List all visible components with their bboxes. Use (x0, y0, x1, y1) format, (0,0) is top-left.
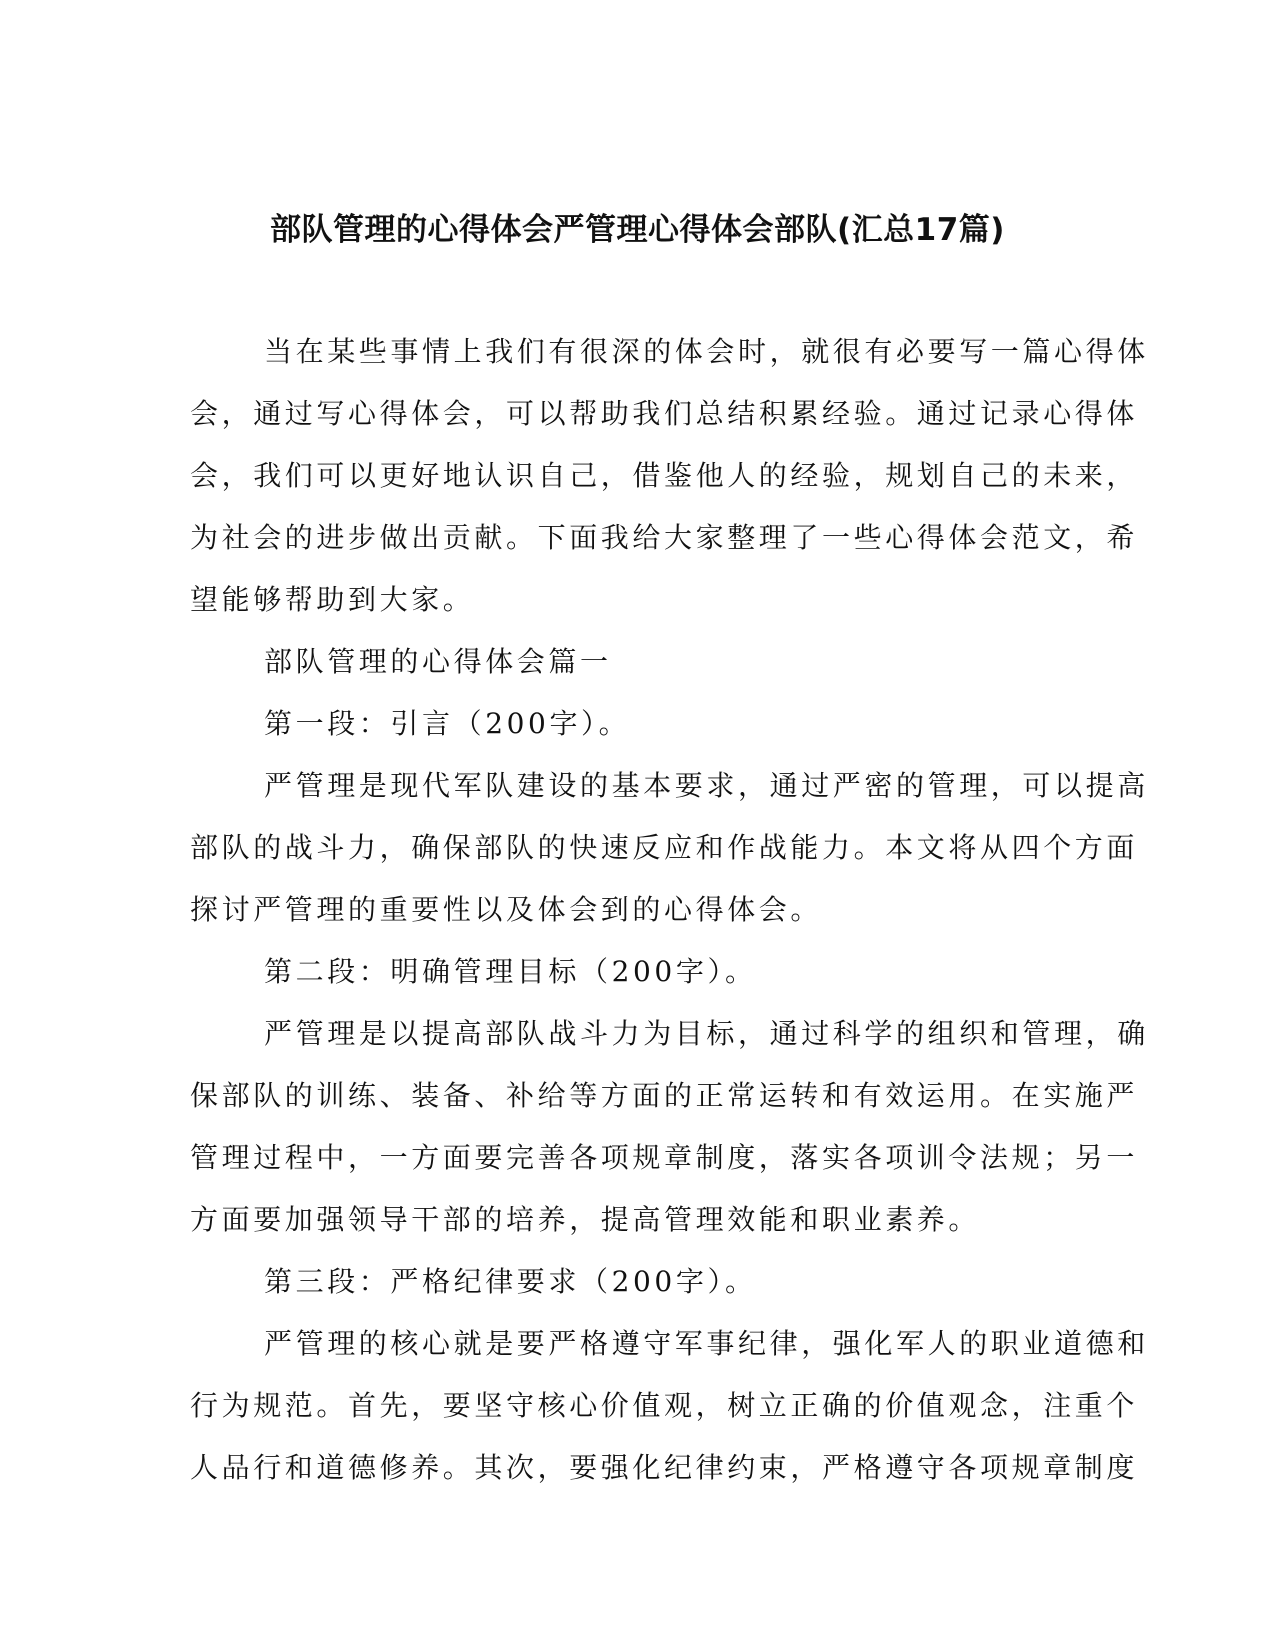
subsection-heading: 第一段：引言（200字）。 (264, 707, 631, 740)
document-body (190, 330, 1149, 1508)
paragraph-line: 会，我们可以更好地认识自己，借鉴他人的经验，规划自己的未来， (190, 459, 1139, 492)
paragraph-line: 为社会的进步做出贡献。下面我给大家整理了一些心得体会范文，希 (190, 521, 1139, 554)
paragraph-line: 方面要加强领导干部的培养，提高管理效能和职业素养。 (190, 1203, 981, 1236)
section-heading: 部队管理的心得体会篇一 (264, 645, 612, 678)
paragraph-line: 严管理的核心就是要严格遵守军事纪律，强化军人的职业道德和 (264, 1327, 1149, 1360)
paragraph-line: 严管理是现代军队建设的基本要求，通过严密的管理，可以提高 (264, 769, 1149, 802)
paragraph-line: 行为规范。首先，要坚守核心价值观，树立正确的价值观念，注重个 (190, 1389, 1139, 1422)
paragraph-line: 人品行和道德修养。其次，要强化纪律约束，严格遵守各项规章制度 (190, 1451, 1139, 1484)
paragraph-line: 当在某些事情上我们有很深的体会时，就很有必要写一篇心得体 (264, 335, 1149, 368)
subsection-heading: 第三段：严格纪律要求（200字）。 (264, 1265, 757, 1298)
paragraph-line: 部队的战斗力，确保部队的快速反应和作战能力。本文将从四个方面 (190, 831, 1139, 864)
paragraph-line: 探讨严管理的重要性以及体会到的心得体会。 (190, 893, 823, 926)
subsection-heading: 第二段：明确管理目标（200字）。 (264, 955, 757, 988)
document-title: 部队管理的心得体会严管理心得体会部队(汇总17篇) (270, 212, 1005, 248)
paragraph-line: 保部队的训练、装备、补给等方面的正常运转和有效运用。在实施严 (190, 1079, 1139, 1112)
paragraph-line: 严管理是以提高部队战斗力为目标，通过科学的组织和管理，确 (264, 1017, 1149, 1050)
paragraph-line: 会，通过写心得体会，可以帮助我们总结积累经验。通过记录心得体 (190, 397, 1139, 430)
paragraph-line: 望能够帮助到大家。 (190, 583, 475, 616)
paragraph-line: 管理过程中，一方面要完善各项规章制度，落实各项训令法规；另一 (190, 1141, 1139, 1174)
